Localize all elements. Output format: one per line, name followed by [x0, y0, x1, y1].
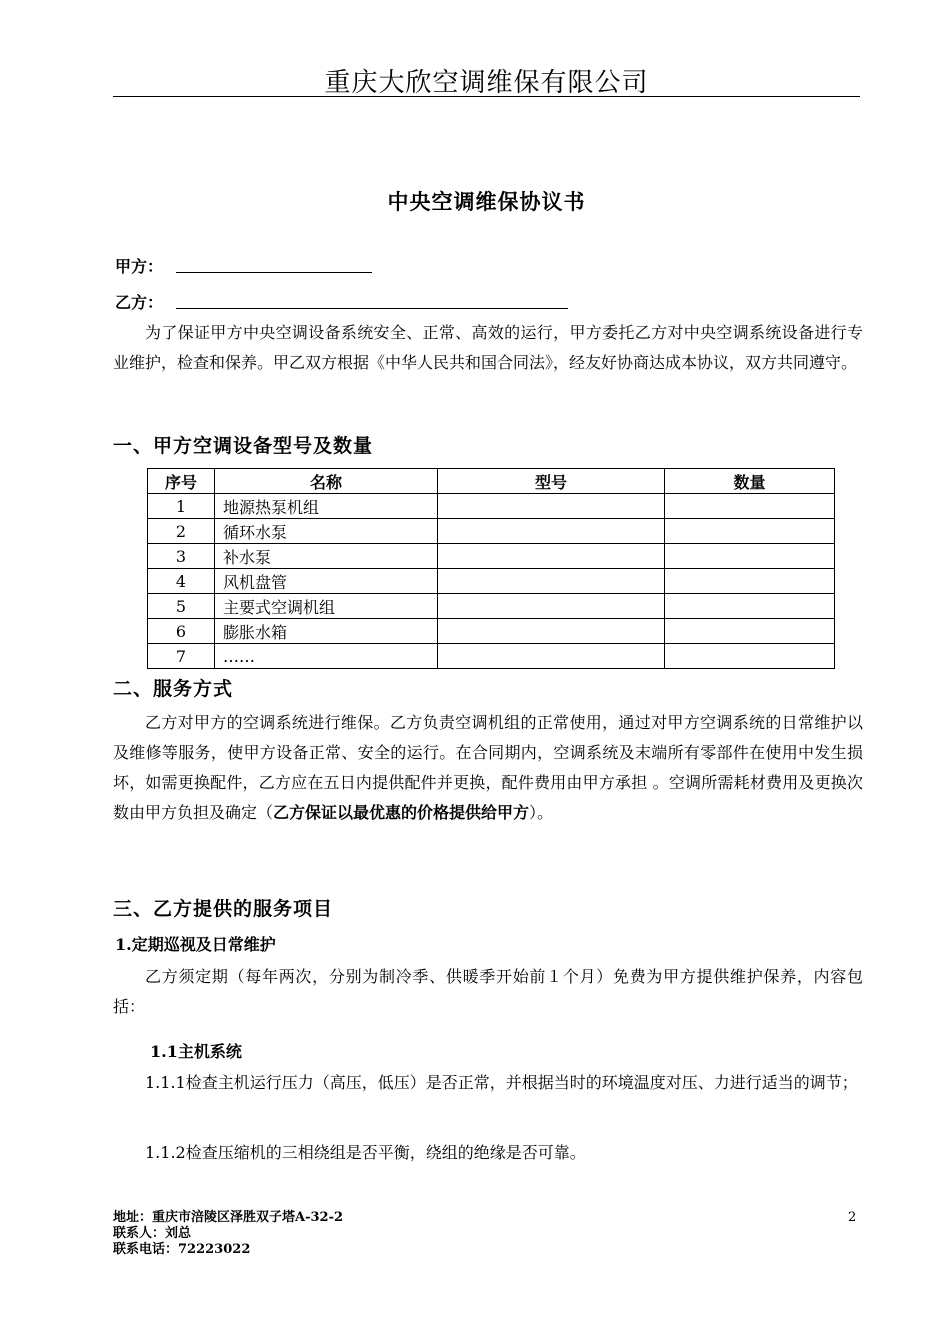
cell-model [438, 494, 665, 519]
page-number: 2 [848, 1210, 857, 1225]
company-header: 重庆大欣空调维保有限公司 [324, 68, 649, 98]
footer-phone: 联系电话：72223022 [113, 1242, 251, 1257]
cell-qty [665, 494, 835, 519]
sub11-heading: 1.1主机系统 [150, 1042, 242, 1061]
cell-name: 膨胀水箱 [215, 619, 438, 644]
party-b-label: 乙方： [115, 293, 164, 312]
cell-no: 4 [148, 569, 215, 594]
cell-model [438, 519, 665, 544]
table-row [148, 494, 835, 519]
sub1-heading: 1.定期巡视及日常维护 [115, 935, 276, 954]
section2-paragraph [113, 708, 863, 828]
sub1-paragraph: 乙方须定期（每年两次，分别为制冷季、供暖季开始前１个月）免费为甲方提供维护保养，内容包括： [113, 967, 863, 1016]
cell-qty [665, 619, 835, 644]
table-row [148, 619, 835, 644]
cell-qty [665, 544, 835, 569]
cell-name: 补水泵 [215, 544, 438, 569]
footer-contact: 联系人：刘总 [113, 1226, 192, 1241]
intro-paragraph: 为了保证甲方中央空调设备系统安全、正常、高效的运行，甲方委托乙方对中央空调系统设备进行专业维护，检查和保养。甲乙双方根据《中华人民共和国合同法》，经友好协商达成本协议，双方共同遵守。 [113, 323, 863, 372]
footer [113, 1210, 343, 1258]
cell-name: 风机盘管 [215, 569, 438, 594]
cell-no: 2 [148, 519, 215, 544]
cell-no: 3 [148, 544, 215, 569]
party-a-blank [176, 272, 372, 273]
footer-address: 地址：重庆市涪陵区泽胜双子塔A-32-2 [113, 1210, 344, 1225]
cell-model [438, 619, 665, 644]
section2-heading: 二、服务方式 [113, 678, 234, 700]
cell-name: 循环水泵 [215, 519, 438, 544]
table-row [148, 569, 835, 594]
col-header-no: 序号 [148, 469, 215, 494]
col-header-name: 名称 [215, 469, 438, 494]
cell-name: …… [215, 644, 438, 669]
document-title: 中央空调维保协议书 [387, 189, 586, 214]
table-header-row [148, 469, 835, 494]
cell-no: 5 [148, 594, 215, 619]
cell-qty [665, 594, 835, 619]
item-1-1-1: 1.1.1检查主机运行压力（高压，低压）是否正常，并根据当时的环境温度对压、力进行适当的调节； [145, 1073, 858, 1092]
cell-model [438, 544, 665, 569]
section2-body: 乙方对甲方的空调系统进行维保。乙方负责空调机组的正常使用，通过对甲方空调系统的日常维护以及维修等服务，使甲方设备正常、安全的运行。在合同期内，空调系统及末端所有零部件在使用中发生损坏，如需更换配件，乙方应在五日内提供配件并更换，配件费用由甲方承担 。空调所需耗材费用及更换次数由甲方负担及确定（ [113, 713, 863, 822]
table-row [148, 544, 835, 569]
section2-body-end: ）。 [529, 803, 554, 822]
section3-heading: 三、乙方提供的服务项目 [113, 898, 334, 920]
cell-model [438, 644, 665, 669]
cell-no: 6 [148, 619, 215, 644]
cell-name: 主要式空调机组 [215, 594, 438, 619]
party-a-label: 甲方： [115, 257, 164, 276]
cell-model [438, 594, 665, 619]
header-rule [113, 96, 860, 97]
cell-model [438, 569, 665, 594]
cell-qty [665, 519, 835, 544]
col-header-qty: 数量 [665, 469, 835, 494]
cell-no: 1 [148, 494, 215, 519]
cell-name: 地源热泵机组 [215, 494, 438, 519]
section1-heading: 一、甲方空调设备型号及数量 [113, 435, 374, 457]
cell-qty [665, 644, 835, 669]
cell-qty [665, 569, 835, 594]
col-header-model: 型号 [438, 469, 665, 494]
table-row [148, 594, 835, 619]
cell-no: 7 [148, 644, 215, 669]
section2-body-bold: 乙方保证以最优惠的价格提供给甲方 [273, 803, 530, 822]
party-b-blank [176, 308, 568, 309]
equipment-table [147, 468, 835, 669]
table-row [148, 644, 835, 669]
table-row [148, 519, 835, 544]
item-1-1-2: 1.1.2检查压缩机的三相绕组是否平衡，绕组的绝缘是否可靠。 [145, 1143, 586, 1162]
